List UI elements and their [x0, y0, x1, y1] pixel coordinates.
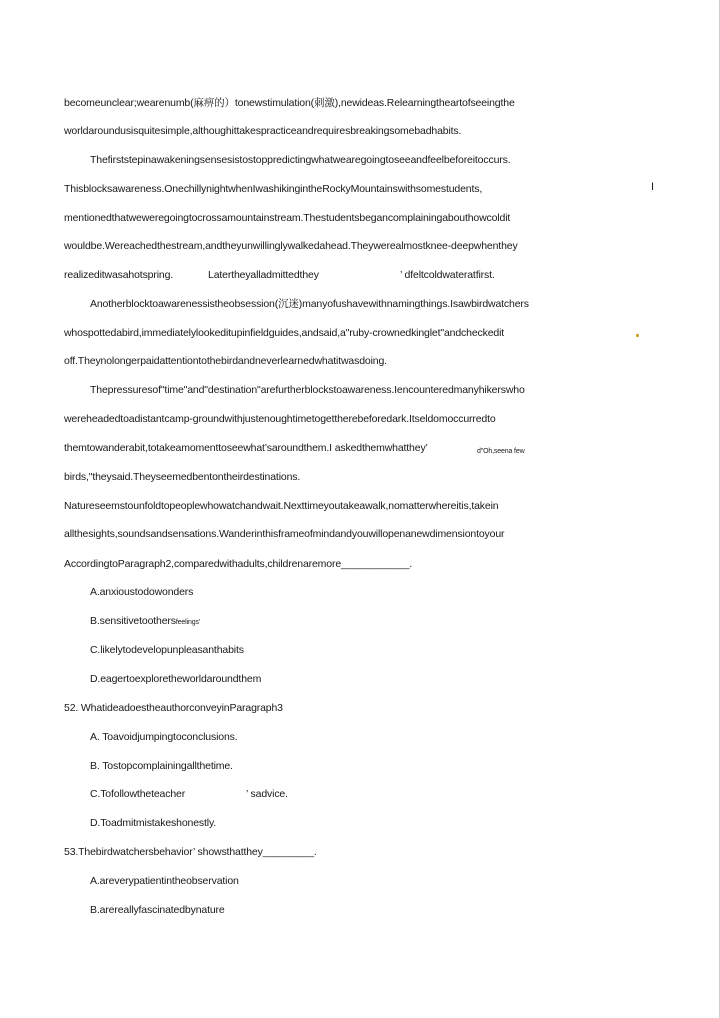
passage-line-3: Thefirststepinawakeningsensesistostoppredictingwhatwearegoingtoseeandfeelbeforeitoccurs. [90, 154, 511, 166]
passage-line-7a: realizeditwasahotspring. [64, 269, 174, 281]
passage-line-13b: d"Oh,seena few [477, 448, 525, 455]
passage-line-1: becomeunclear;wearenumb(麻痹的）tonewstimulation(刺激),newideas.Relearningtheartofseeingthe [64, 97, 515, 109]
passage-line-2: worldaroundusisquitesimple,althoughittakespracticeandrequiresbreakingsomebadhabits. [64, 125, 462, 137]
q52-option-d: D.Toadmitmistakeshonestly. [90, 817, 217, 829]
passage-line-15: Natureseemstounfoldtopeoplewhowatchandwait.Nexttimeyoutakeawalk,nomatterwhereitis,takein [64, 500, 499, 512]
q53-stem: 53.Thebirdwatchersbehavior’ showsthatthey_________. [64, 846, 317, 858]
q51-option-a: A.anxioustodowonders [90, 586, 194, 598]
q51-stem: AccordingtoParagraph2,comparedwithadults,childrenaremore____________. [64, 558, 413, 570]
q52-option-c-part2: ’ sadvice. [246, 788, 288, 800]
q53-option-a: A.areverypatientintheobservation [90, 875, 239, 887]
passage-line-9: whospottedabird,immediatelylookeditupinfieldguides,andsaid,a"ruby-crownedkinglet"andcheckedit [64, 327, 505, 339]
passage-line-4: Thisblocksawareness.OnechillynightwhenIwashikingintheRockyMountainswithsomestudents, [64, 183, 483, 195]
passage-line-14: birds,"theysaid.Theyseemedbentontheirdestinations. [64, 471, 301, 483]
q53-option-b: B.arereallyfascinatedbynature [90, 904, 225, 916]
q52-stem: 52. WhatideadoestheauthorconveyinParagraph3 [64, 702, 283, 714]
passage-line-16: allthesights,soundsandsensations.Wanderinthisframeofmindandyouwillopenanewdimensiontoyour [64, 528, 505, 540]
passage-line-5: mentionedthatweweregoingtocrossamountainstream.Thestudentsbegancomplainingabouthowcoldit [64, 212, 511, 224]
passage-line-12: wereheadedtoadistantcamp-groundwithjustenoughtimetogettherebeforedark.Itseldomoccurredto [64, 413, 496, 425]
passage-line-7b: Latertheyalladmittedthey [208, 269, 319, 281]
passage-line-11: Thepressuresof"time"and"destination"arefurtherblockstoawareness.Iencounteredmanyhikerswho [90, 384, 525, 396]
q51-option-b-small: feelings’ [175, 619, 201, 626]
q51-option-d: D.eagertoexploretheworldaroundthem [90, 673, 262, 685]
q51-option-b-text: B.sensitivetoothers [90, 615, 176, 627]
q52-option-c-part1: C.Tofollowtheteacher [90, 788, 186, 800]
q52-option-a: A. Toavoidjumpingtoconclusions. [90, 731, 238, 743]
passage-line-8: Anotherblocktoawarenessistheobsession(沉迷)manyofushavewithnamingthings.Isawbirdwatchers [90, 298, 529, 310]
q51-option-b [90, 614, 200, 630]
q52-option-b: B. Tostopcomplainingallthetime. [90, 760, 233, 772]
passage-line-6: wouldbe.Wereachedthestream,andtheyunwillinglywalkedahead.Theywerealmostknee-deepwhenthey [64, 240, 518, 252]
passage-line-10: off.Theynolongerpaidattentiontothebirdandneverlearnedwhatitwasdoing. [64, 355, 387, 367]
stray-letter: I [651, 181, 655, 193]
highlight-mark [636, 334, 639, 337]
passage-line-13a: themtowanderabit,totakeamomenttoseewhat’saroundthem.I askedthemwhatthey’ [64, 442, 428, 454]
passage-line-7c: ’ dfeltcoldwateratfirst. [400, 269, 495, 281]
q51-option-c: C.likelytodevelopunpleasanthabits [90, 644, 244, 656]
